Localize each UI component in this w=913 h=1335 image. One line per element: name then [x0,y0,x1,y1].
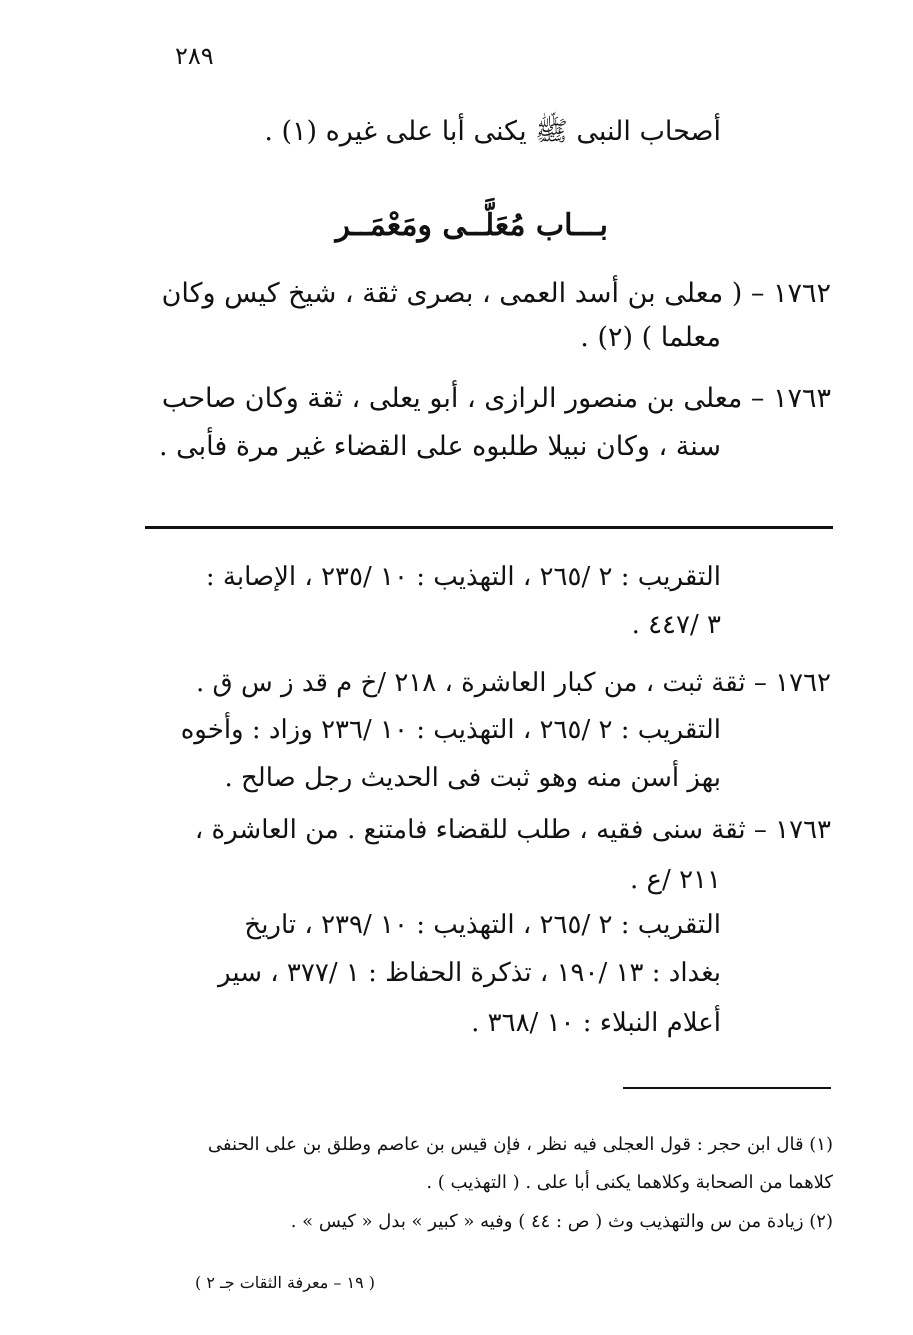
note-1763-line3: التقريب : ٢ /٢٦٥ ، التهذيب : ١٠ /٢٣٩ ، تاريخ [244,910,721,940]
page-number: ٢٨٩ [175,42,214,70]
note-1763-line1: ١٧٦٣ – ثقة سنى فقيه ، طلب للقضاء فامتنع . من العاشرة ، [194,815,831,845]
note-1762-line1: ١٧٦٢ – ثقة ثبت ، من كبار العاشرة ، ٢١٨ /خ م قد ز س ق . [196,668,831,698]
entry-1762-line1: ١٧٦٢ – ( معلى بن أسد العمى ، بصرى ثقة ، شيخ كيس وكان [161,278,831,309]
footnote-1-line1: (١) قال ابن حجر : قول العجلى فيه نظر ، فإن قيس بن عاصم وطلق بن على الحنفى [207,1134,833,1155]
note-1763-line5: أعلام النبلاء : ١٠ /٣٦٨ . [471,1008,721,1038]
intro-line: أصحاب النبى ﷺ يكنى أبا على غيره (١) . [264,116,721,147]
note-1763-line4: بغداد : ١٣ /١٩٠ ، تذكرة الحفاظ : ١ /٣٧٧ ، سير [218,958,721,988]
entry-1762-line2: معلما ) (٢) . [580,322,721,353]
page-signature: ( ١٩ – معرفة الثقات جـ ٢ ) [195,1273,375,1292]
entry-1763-line2: سنة ، وكان نبيلا طلبوه على القضاء غير مرة فأبى . [158,431,721,462]
footnote-divider [623,1087,831,1089]
footnote-2-line1: (٢) زيادة من س والتهذيب وث ( ص : ٤٤ ) وفيه « كبير » بدل « كيس » . [290,1211,833,1232]
entry-1763-line1: ١٧٦٣ – معلى بن منصور الرازى ، أبو يعلى ، ثقة وكان صاحب [161,383,831,414]
note-1763-line2: ٢١١ /ع . [630,865,721,895]
section-heading: بـــاب مُعَلَّــى ومَعْمَــر [335,208,608,243]
footnote-1-line2: كلاهما من الصحابة وكلاهما يكنى أبا على . ( التهذيب ) . [426,1172,833,1193]
notes-ref-line2: ٣ /٤٤٧ . [631,610,721,640]
notes-divider [145,526,833,529]
note-1762-line3: بهز أسن منه وهو ثبت فى الحديث رجل صالح . [224,763,721,793]
note-1762-line2: التقريب : ٢ /٢٦٥ ، التهذيب : ١٠ /٢٣٦ وزاد : وأخوه [180,715,721,745]
notes-ref-line1: التقريب : ٢ /٢٦٥ ، التهذيب : ١٠ /٢٣٥ ، الإصابة : [205,562,721,592]
